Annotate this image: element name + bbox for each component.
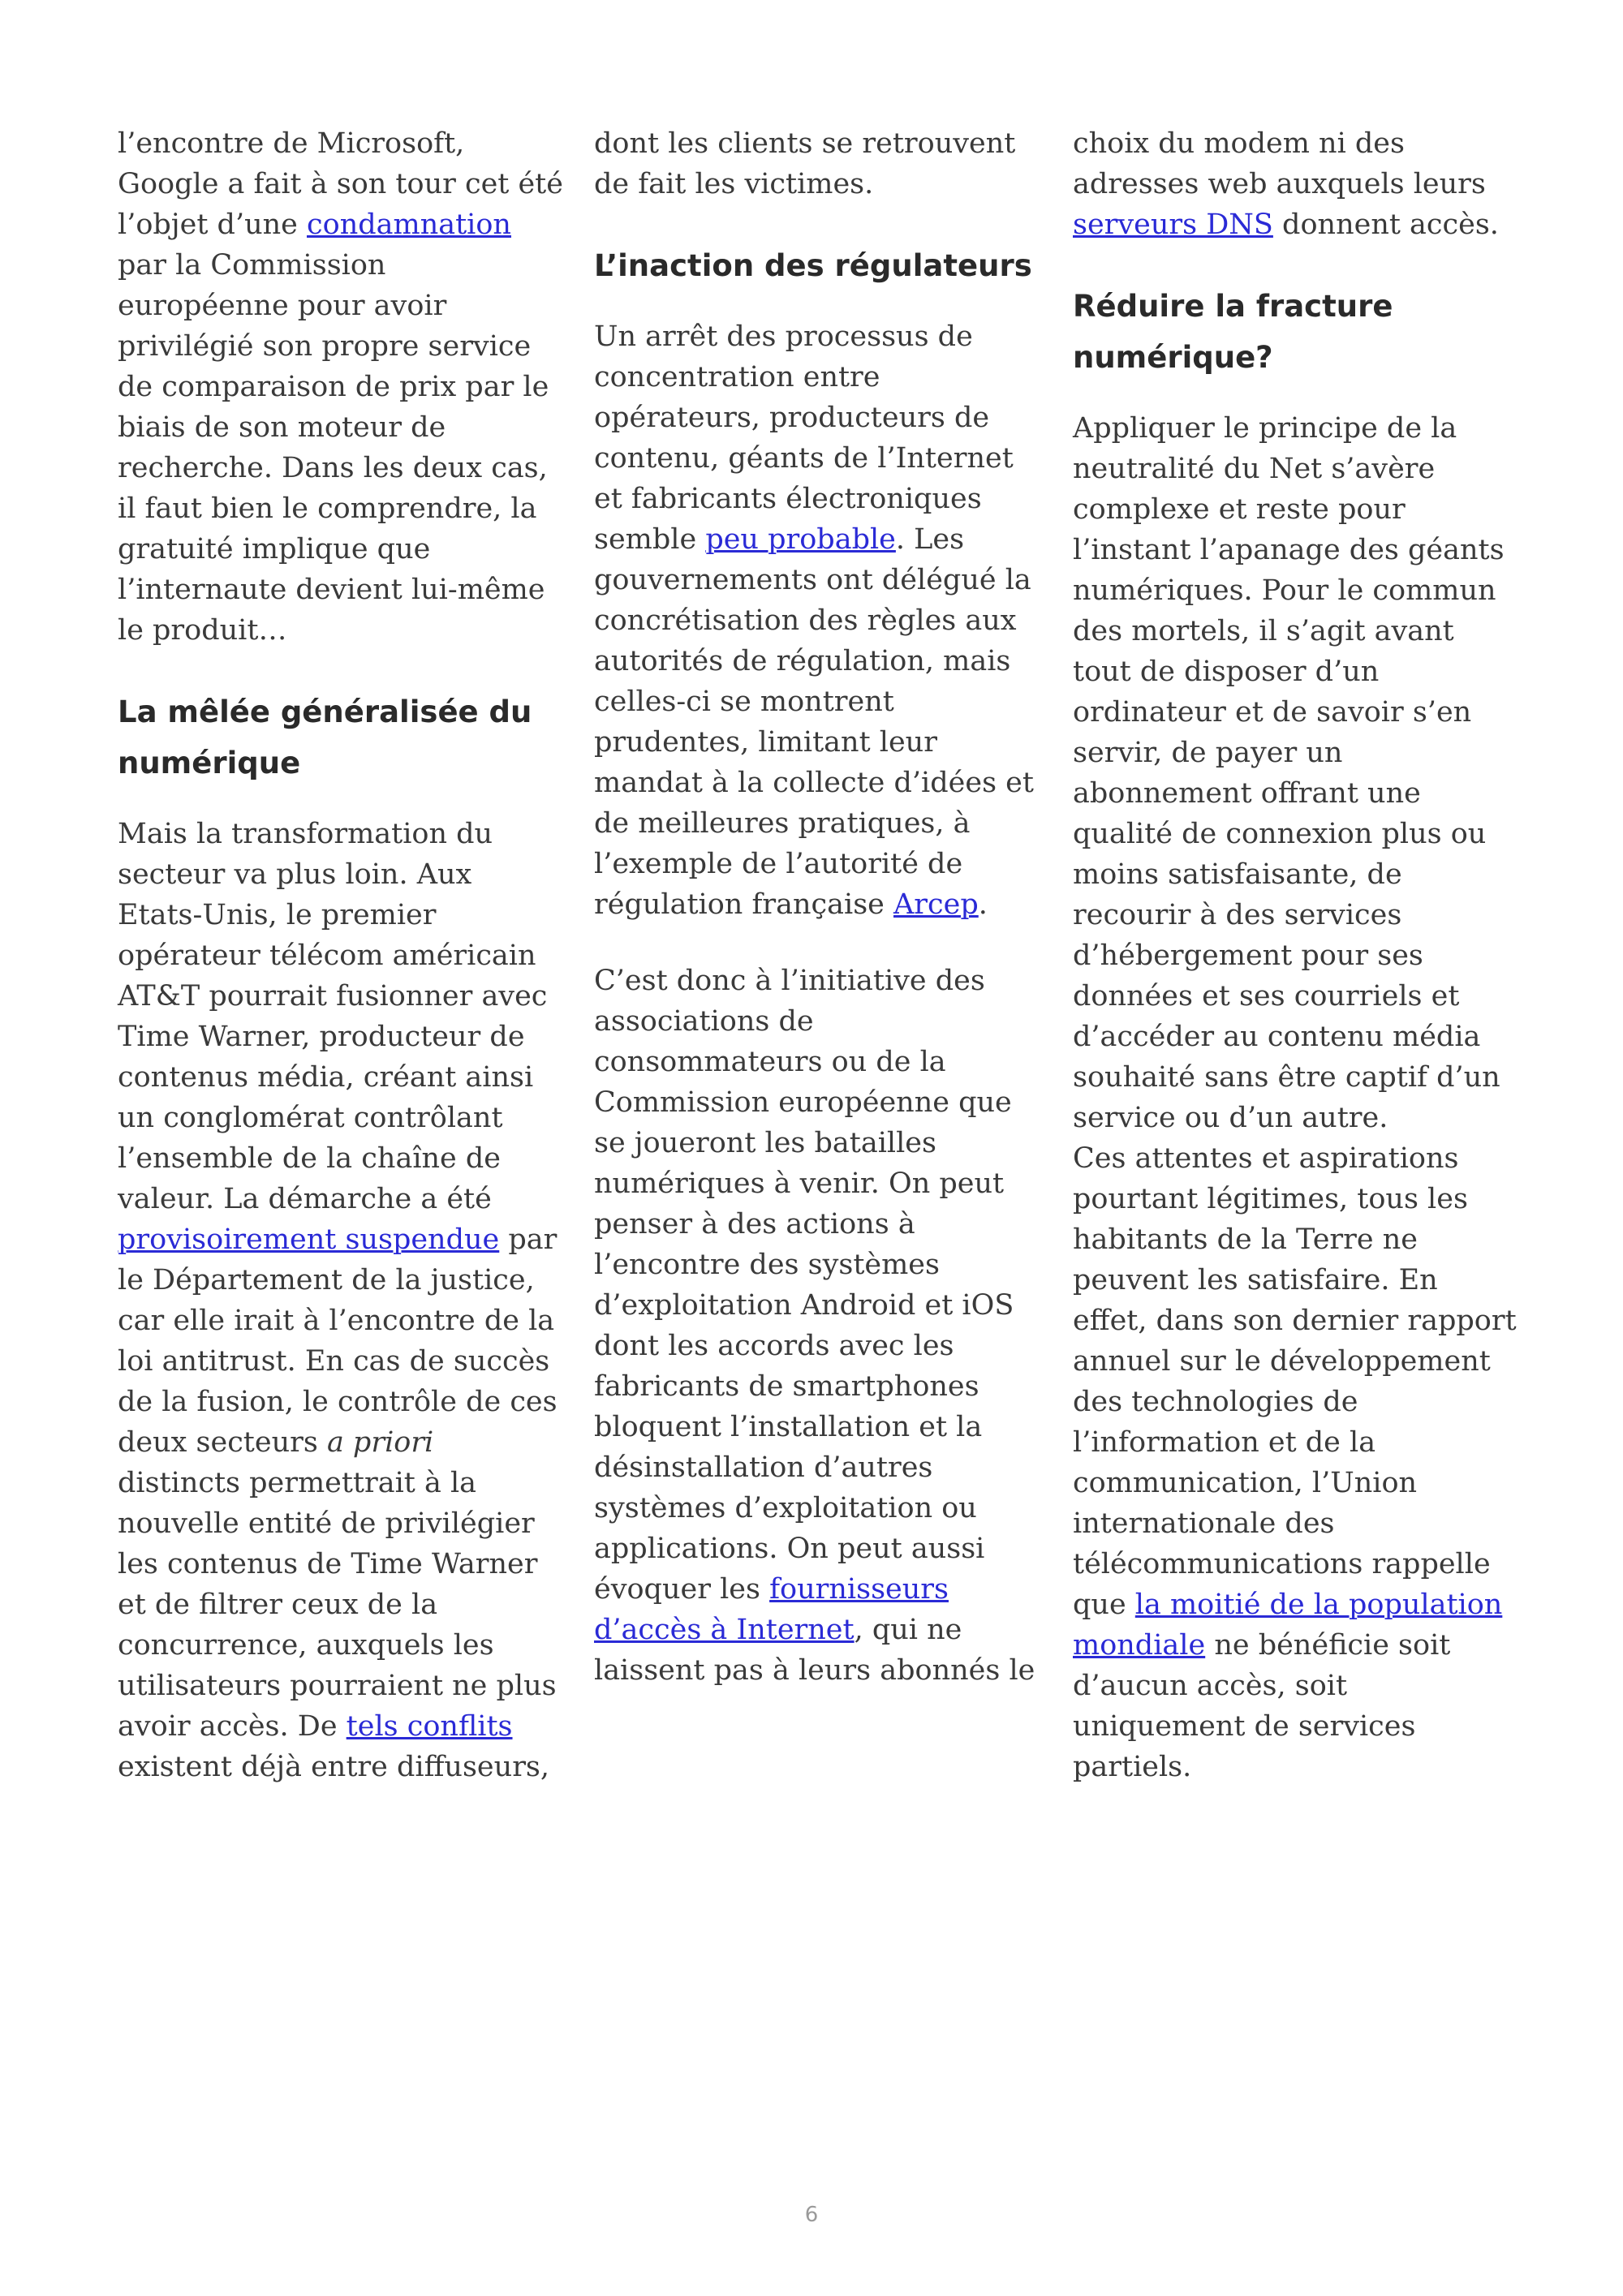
paragraph: Ces attentes et aspirations pourtant légitimes, tous les habitants de la Terre ne peuvent les satisfaire. En effet, dans son dernier rapport annuel sur le développement des technologies de l’information et de la communication, l’Union internationale des télécommunications rappelle que la moitié de la population mondiale ne bénéficie soit d’aucun accès, soit uniquement de services partiels.	[1073, 1142, 1517, 1783]
paragraph: choix du modem ni des adresses web auxquels leurs serveurs DNS donnent accès.	[1073, 127, 1499, 241]
page-number: 6	[804, 2203, 819, 2227]
paragraph: Mais la transformation du secteur va plus loin. Aux Etats-Unis, le premier opérateur télécom américain AT&T pourrait fusionner avec Time Warner, producteur de contenus média, créant ainsi un conglomérat contrôlant l’ensemble de la chaîne de valeur. La démarche a été provisoirement suspendue par le Département de la justice, car elle irait à l’encontre de la loi antitrust. En cas de succès de la fusion, le contrôle de ces deux secteurs a priori distincts permettrait à la nouvelle entité de privilégier les contenus de Time Warner et de filtrer ceux de la concurrence, auxquels les utilisateurs pourraient ne plus avoir accès. De tels conflits existent déjà entre diffuseurs,	[118, 818, 558, 1783]
link-tels-conflits[interactable]: tels conflits	[346, 1710, 513, 1743]
paragraph: l’encontre de Microsoft, Google a fait à son tour cet été l’objet d’une condamnation par la Commission européenne pour avoir privilégié son propre service de comparaison de prix par le biais de son moteur de recherche. Dans les deux cas, il faut bien le comprendre, la gratuité implique que l’internaute devient lui-même le produit…	[118, 127, 563, 647]
link-peu-probable[interactable]: peu probable	[705, 523, 896, 556]
link-condamnation[interactable]: condamnation	[307, 209, 511, 241]
paragraph: C’est donc à l’initiative des associations de consommateurs ou de la Commission européenne que se joueront les batailles numériques à venir. On peut penser à des actions à l’encontre des systèmes d’exploitation Android et iOS dont les accords avec les fabricants de smartphones bloquent l’installation et la désinstallation d’autres systèmes d’exploitation ou applications. On peut aussi évoquer les fournisseurs d’accès à Internet, qui ne laissent pas à leurs abonnés le	[594, 965, 1035, 1687]
section-heading: Réduire la fracture numérique?	[1073, 289, 1393, 375]
column-3	[1073, 123, 1519, 1823]
link-arcep[interactable]: Arcep	[893, 888, 979, 921]
column-1	[118, 123, 564, 1823]
section-heading: La mêlée généralisée du numérique	[118, 694, 532, 780]
paragraph: dont les clients se retrouvent de fait les victimes.	[594, 127, 1016, 200]
column-2	[594, 123, 1040, 1726]
link-provisoirement-suspendue[interactable]: provisoirement suspendue	[118, 1223, 500, 1256]
section-heading: L’inaction des régulateurs	[594, 248, 1032, 283]
paragraph: Un arrêt des processus de concentration entre opérateurs, producteurs de contenu, géants de l’Internet et fabricants électroniques semble peu probable. Les gouvernements ont délégué la concrétisation des règles aux autorités de régulation, mais celles-ci se montrent prudentes, limitant leur mandat à la collecte d’idées et de meilleures pratiques, à l’exemple de l’autorité de régulation française Arcep.	[594, 320, 1034, 921]
link-serveurs-dns[interactable]: serveurs DNS	[1073, 209, 1273, 241]
paragraph: Appliquer le principe de la neutralité du Net s’avère complexe et reste pour l’instant l’apanage des géants numériques. Pour le commun des mortels, il s’agit avant tout de disposer d’un ordinateur et de savoir s’en servir, de payer un abonnement offrant une qualité de connexion plus ou moins satisfaisante, de recourir à des services d’hébergement pour ses données et ses courriels et d’accéder au contenu média souhaité sans être captif d’un service ou d’un autre.	[1073, 412, 1505, 1134]
link-fournisseurs-acces-internet[interactable]: fournisseurs d’accès à Internet	[594, 1573, 949, 1646]
link-moitie-population-mondiale[interactable]: la moitié de la population mondiale	[1073, 1589, 1503, 1662]
